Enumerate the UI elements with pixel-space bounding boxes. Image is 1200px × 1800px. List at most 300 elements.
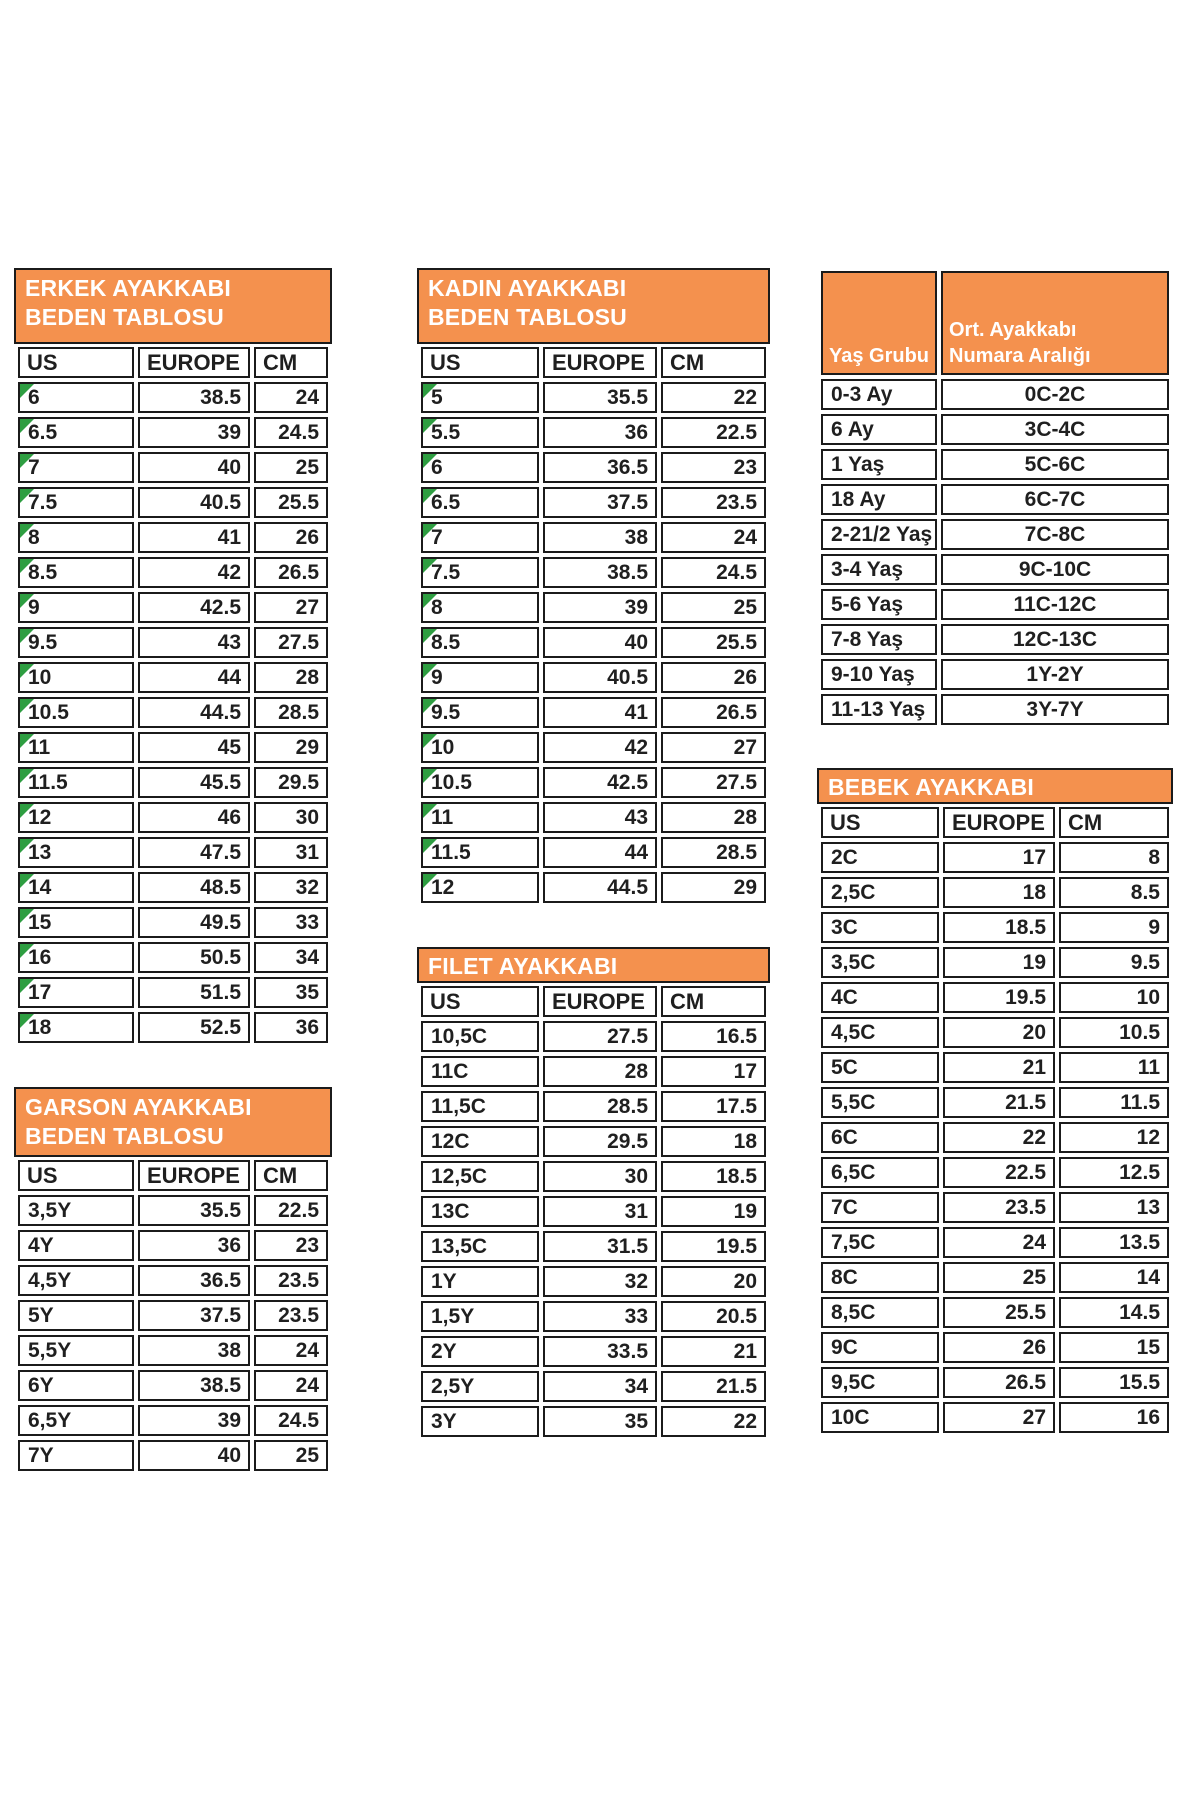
table-cell: 32	[254, 872, 328, 903]
table-cell: 40.5	[543, 662, 657, 693]
table-cell: 3C-4C	[941, 414, 1169, 445]
title-line: BEDEN TABLOSU	[25, 1123, 224, 1149]
table-cell: 49.5	[138, 907, 250, 938]
table-row	[18, 1370, 328, 1401]
table-cell: 27.5	[254, 627, 328, 658]
table-row	[421, 1301, 766, 1332]
table-cell: 24.5	[254, 1405, 328, 1436]
table-cell: 33	[543, 1301, 657, 1332]
title-line: ERKEK AYAKKABI	[25, 275, 232, 301]
table-cell: 22	[943, 1122, 1055, 1153]
table-cell: 35.5	[543, 382, 657, 413]
header-line: Numara Aralığı	[949, 345, 1091, 367]
table-cell: 21	[661, 1336, 766, 1367]
table-cell: 12	[1059, 1122, 1169, 1153]
table-row	[18, 942, 328, 973]
table-cell: 31.5	[543, 1231, 657, 1262]
table-row	[18, 732, 328, 763]
table-cell: 28.5	[543, 1091, 657, 1122]
table-cell: 5,5Y	[18, 1335, 134, 1366]
table-cell: 10C	[821, 1402, 939, 1433]
title-line: FILET AYAKKABI	[428, 953, 618, 979]
table-cell: 23	[661, 452, 766, 483]
column-header-row	[421, 347, 766, 378]
table-cell: 4C	[821, 982, 939, 1013]
column-header-europe: EUROPE	[943, 807, 1055, 838]
table-cell: 10	[1059, 982, 1169, 1013]
table-row	[18, 767, 328, 798]
table-cell: 23	[254, 1230, 328, 1261]
table-cell: 18 Ay	[821, 484, 937, 515]
table-cell: 22.5	[943, 1157, 1055, 1188]
table-cell: 31	[254, 837, 328, 868]
table-cell: 10.5	[421, 767, 539, 798]
column-header-cm: CM	[254, 1160, 328, 1191]
table-row	[821, 912, 1169, 943]
table-cell: 3-4 Yaş	[821, 554, 937, 585]
table-row	[18, 417, 328, 448]
table-cell: 18	[943, 877, 1055, 908]
table-cell: 25.5	[943, 1297, 1055, 1328]
table-cell: 15.5	[1059, 1367, 1169, 1398]
table-cell: 25	[943, 1262, 1055, 1293]
table-cell: 9	[1059, 912, 1169, 943]
table-cell: 16	[1059, 1402, 1169, 1433]
baby-size-grid	[817, 803, 1173, 1437]
table-cell: 41	[138, 522, 250, 553]
table-cell: 28	[661, 802, 766, 833]
womens-size-table	[417, 268, 770, 907]
table-cell: 39	[543, 592, 657, 623]
table-cell: 1,5Y	[421, 1301, 539, 1332]
column-header-row	[18, 1160, 328, 1191]
title-line: BEBEK AYAKKABI	[828, 774, 1035, 800]
table-cell: 26	[943, 1332, 1055, 1363]
table-row	[821, 947, 1169, 978]
table-cell: 8	[1059, 842, 1169, 873]
table-cell: 1 Yaş	[821, 449, 937, 480]
table-cell: 13	[18, 837, 134, 868]
table-row	[18, 907, 328, 938]
table-cell: 6C	[821, 1122, 939, 1153]
table-cell: 31	[543, 1196, 657, 1227]
table-cell: 27	[254, 592, 328, 623]
table-cell: 3Y-7Y	[941, 694, 1169, 725]
table-cell: 4,5C	[821, 1017, 939, 1048]
table-cell: 18.5	[943, 912, 1055, 943]
table-cell: 8C	[821, 1262, 939, 1293]
table-cell: 13.5	[1059, 1227, 1169, 1258]
filet-size-table	[417, 947, 770, 1441]
table-cell: 42.5	[543, 767, 657, 798]
table-cell: 8,5C	[821, 1297, 939, 1328]
youth-size-grid	[14, 1156, 332, 1475]
table-cell: 30	[543, 1161, 657, 1192]
table-cell: 32	[543, 1266, 657, 1297]
table-cell: 42	[543, 732, 657, 763]
column-header-cm: CM	[661, 986, 766, 1017]
table-row	[18, 802, 328, 833]
age-group-size-table	[817, 268, 1173, 729]
table-row	[18, 1265, 328, 1296]
table-cell: 26	[254, 522, 328, 553]
table-row	[821, 1192, 1169, 1223]
table-cell: 40	[138, 452, 250, 483]
table-cell: 25.5	[661, 627, 766, 658]
table-row	[821, 449, 1169, 480]
table-row	[421, 417, 766, 448]
table-cell: 14.5	[1059, 1297, 1169, 1328]
table-cell: 38.5	[138, 1370, 250, 1401]
table-cell: 11,5C	[421, 1091, 539, 1122]
table-row	[421, 592, 766, 623]
table-cell: 11C	[421, 1056, 539, 1087]
table-row	[18, 557, 328, 588]
table-cell: 44.5	[138, 697, 250, 728]
column-header-row	[821, 807, 1169, 838]
table-cell: 34	[254, 942, 328, 973]
table-cell: 12.5	[1059, 1157, 1169, 1188]
table-cell: 52.5	[138, 1012, 250, 1043]
table-row	[421, 382, 766, 413]
table-cell: 17.5	[661, 1091, 766, 1122]
table-row	[821, 659, 1169, 690]
table-row	[18, 627, 328, 658]
table-cell: 42	[138, 557, 250, 588]
table-row	[18, 1440, 328, 1471]
table-row	[18, 872, 328, 903]
table-cell: 9-10 Yaş	[821, 659, 937, 690]
table-cell: 9.5	[18, 627, 134, 658]
table-cell: 19	[943, 947, 1055, 978]
table-row	[421, 1196, 766, 1227]
table-cell: 35	[543, 1406, 657, 1437]
table-cell: 6.5	[421, 487, 539, 518]
table-row	[18, 452, 328, 483]
table-cell: 10	[421, 732, 539, 763]
table-cell: 43	[138, 627, 250, 658]
table-row	[821, 589, 1169, 620]
table-cell: 11.5	[18, 767, 134, 798]
column-header-row	[421, 986, 766, 1017]
table-cell: 19	[661, 1196, 766, 1227]
table-cell: 20	[943, 1017, 1055, 1048]
table-cell: 24	[661, 522, 766, 553]
table-row	[821, 1122, 1169, 1153]
table-row	[821, 1332, 1169, 1363]
womens-table-title	[417, 268, 770, 344]
table-cell: 2C	[821, 842, 939, 873]
filet-table-title	[417, 947, 770, 983]
table-cell: 45	[138, 732, 250, 763]
table-cell: 37.5	[543, 487, 657, 518]
table-row	[421, 1126, 766, 1157]
table-cell: 7C-8C	[941, 519, 1169, 550]
table-cell: 10.5	[1059, 1017, 1169, 1048]
table-row	[421, 1021, 766, 1052]
table-row	[18, 662, 328, 693]
table-row	[821, 694, 1169, 725]
table-row	[18, 592, 328, 623]
table-cell: 43	[543, 802, 657, 833]
table-cell: 5C	[821, 1052, 939, 1083]
column-header-europe: EUROPE	[138, 1160, 250, 1191]
table-row	[821, 1087, 1169, 1118]
table-cell: 25	[254, 452, 328, 483]
table-cell: 7C	[821, 1192, 939, 1223]
table-cell: 25	[254, 1440, 328, 1471]
table-row	[821, 982, 1169, 1013]
size-range-header	[941, 271, 1169, 375]
table-cell: 8.5	[18, 557, 134, 588]
table-row	[821, 1157, 1169, 1188]
table-cell: 11C-12C	[941, 589, 1169, 620]
table-cell: 8.5	[1059, 877, 1169, 908]
column-header-row	[821, 271, 1169, 375]
table-cell: 9	[18, 592, 134, 623]
table-cell: 23.5	[943, 1192, 1055, 1223]
table-cell: 11.5	[421, 837, 539, 868]
table-cell: 7Y	[18, 1440, 134, 1471]
table-cell: 3Y	[421, 1406, 539, 1437]
table-cell: 13	[1059, 1192, 1169, 1223]
table-cell: 24	[254, 1370, 328, 1401]
table-cell: 17	[18, 977, 134, 1008]
table-row	[421, 1371, 766, 1402]
table-cell: 13C	[421, 1196, 539, 1227]
table-cell: 20	[661, 1266, 766, 1297]
table-cell: 44	[543, 837, 657, 868]
column-header-cm: CM	[254, 347, 328, 378]
mens-table-title	[14, 268, 332, 344]
table-row	[18, 487, 328, 518]
youth-table-title	[14, 1087, 332, 1157]
table-cell: 9.5	[421, 697, 539, 728]
column-header-europe: EUROPE	[138, 347, 250, 378]
table-cell: 26.5	[254, 557, 328, 588]
table-row	[821, 414, 1169, 445]
table-cell: 26.5	[661, 697, 766, 728]
table-cell: 36.5	[138, 1265, 250, 1296]
table-cell: 40	[138, 1440, 250, 1471]
table-cell: 11	[1059, 1052, 1169, 1083]
table-row	[18, 837, 328, 868]
table-cell: 15	[1059, 1332, 1169, 1363]
table-cell: 40.5	[138, 487, 250, 518]
table-cell: 29	[254, 732, 328, 763]
table-cell: 36	[138, 1230, 250, 1261]
table-cell: 8	[18, 522, 134, 553]
table-cell: 14	[18, 872, 134, 903]
table-cell: 6	[18, 382, 134, 413]
table-cell: 47.5	[138, 837, 250, 868]
mens-size-table	[14, 268, 332, 1047]
table-cell: 5	[421, 382, 539, 413]
table-cell: 22	[661, 382, 766, 413]
table-row	[421, 837, 766, 868]
youth-size-table	[14, 1087, 332, 1475]
table-cell: 7	[18, 452, 134, 483]
title-line: BEDEN TABLOSU	[428, 304, 627, 330]
table-row	[421, 1056, 766, 1087]
mens-size-grid	[14, 343, 332, 1047]
table-cell: 0C-2C	[941, 379, 1169, 410]
table-cell: 29	[661, 872, 766, 903]
table-row	[421, 1161, 766, 1192]
table-cell: 48.5	[138, 872, 250, 903]
table-cell: 6.5	[18, 417, 134, 448]
table-cell: 39	[138, 1405, 250, 1436]
table-cell: 37.5	[138, 1300, 250, 1331]
table-cell: 6,5C	[821, 1157, 939, 1188]
table-cell: 24	[254, 382, 328, 413]
table-cell: 22.5	[661, 417, 766, 448]
table-cell: 22.5	[254, 1195, 328, 1226]
table-cell: 12,5C	[421, 1161, 539, 1192]
table-row	[421, 802, 766, 833]
table-cell: 23.5	[661, 487, 766, 518]
table-row	[821, 1402, 1169, 1433]
table-row	[821, 842, 1169, 873]
table-cell: 9,5C	[821, 1367, 939, 1398]
title-line: GARSON AYAKKABI	[25, 1094, 252, 1120]
table-row	[18, 1012, 328, 1043]
table-cell: 16.5	[661, 1021, 766, 1052]
table-cell: 5Y	[18, 1300, 134, 1331]
table-cell: 38	[138, 1335, 250, 1366]
table-row	[421, 452, 766, 483]
table-cell: 5.5	[421, 417, 539, 448]
table-cell: 33	[254, 907, 328, 938]
table-cell: 19.5	[661, 1231, 766, 1262]
table-row	[421, 487, 766, 518]
table-cell: 6 Ay	[821, 414, 937, 445]
table-cell: 10,5C	[421, 1021, 539, 1052]
table-cell: 17	[943, 842, 1055, 873]
table-cell: 11	[18, 732, 134, 763]
table-cell: 50.5	[138, 942, 250, 973]
table-cell: 25	[661, 592, 766, 623]
table-cell: 9C	[821, 1332, 939, 1363]
table-cell: 28	[543, 1056, 657, 1087]
table-row	[821, 1017, 1169, 1048]
table-row	[18, 1195, 328, 1226]
column-header-us: US	[18, 347, 134, 378]
table-cell: 2-21/2 Yaş	[821, 519, 937, 550]
column-header-europe: EUROPE	[543, 986, 657, 1017]
column-header-us: US	[421, 347, 539, 378]
table-cell: 34	[543, 1371, 657, 1402]
table-cell: 6,5Y	[18, 1405, 134, 1436]
table-cell: 2,5Y	[421, 1371, 539, 1402]
table-cell: 1Y-2Y	[941, 659, 1169, 690]
table-cell: 12C	[421, 1126, 539, 1157]
age-group-header: Yaş Grubu	[821, 271, 937, 375]
table-cell: 8.5	[421, 627, 539, 658]
table-row	[421, 662, 766, 693]
table-cell: 21	[943, 1052, 1055, 1083]
table-cell: 7.5	[18, 487, 134, 518]
table-cell: 27.5	[543, 1021, 657, 1052]
column-header-europe: EUROPE	[543, 347, 657, 378]
table-cell: 23.5	[254, 1265, 328, 1296]
table-cell: 29.5	[254, 767, 328, 798]
table-row	[821, 624, 1169, 655]
table-row	[18, 1230, 328, 1261]
table-cell: 38	[543, 522, 657, 553]
table-row	[421, 872, 766, 903]
table-row	[18, 522, 328, 553]
table-cell: 3,5Y	[18, 1195, 134, 1226]
table-cell: 11.5	[1059, 1087, 1169, 1118]
table-row	[18, 1335, 328, 1366]
table-cell: 26	[661, 662, 766, 693]
table-cell: 6	[421, 452, 539, 483]
table-cell: 33.5	[543, 1336, 657, 1367]
column-header-us: US	[421, 986, 539, 1017]
table-row	[18, 697, 328, 728]
table-cell: 36	[543, 417, 657, 448]
header-line: Ort. Ayakkabı	[949, 319, 1077, 341]
table-cell: 0-3 Ay	[821, 379, 937, 410]
table-row	[421, 557, 766, 588]
table-cell: 44	[138, 662, 250, 693]
table-cell: 3C	[821, 912, 939, 943]
table-cell: 36.5	[543, 452, 657, 483]
table-row	[821, 1052, 1169, 1083]
table-cell: 23.5	[254, 1300, 328, 1331]
table-cell: 9	[421, 662, 539, 693]
table-cell: 17	[661, 1056, 766, 1087]
table-cell: 6Y	[18, 1370, 134, 1401]
table-cell: 28.5	[661, 837, 766, 868]
table-row	[421, 767, 766, 798]
table-cell: 24	[943, 1227, 1055, 1258]
table-cell: 38.5	[138, 382, 250, 413]
table-cell: 27	[661, 732, 766, 763]
table-cell: 10.5	[18, 697, 134, 728]
table-cell: 13,5C	[421, 1231, 539, 1262]
table-cell: 7	[421, 522, 539, 553]
column-header-us: US	[821, 807, 939, 838]
column-header-us: US	[18, 1160, 134, 1191]
table-row	[821, 484, 1169, 515]
table-cell: 8	[421, 592, 539, 623]
table-cell: 24.5	[661, 557, 766, 588]
table-row	[821, 519, 1169, 550]
table-cell: 2Y	[421, 1336, 539, 1367]
table-cell: 9C-10C	[941, 554, 1169, 585]
table-cell: 5C-6C	[941, 449, 1169, 480]
table-cell: 12	[421, 872, 539, 903]
table-row	[421, 522, 766, 553]
table-cell: 26.5	[943, 1367, 1055, 1398]
table-cell: 27	[943, 1402, 1055, 1433]
table-cell: 7.5	[421, 557, 539, 588]
table-cell: 15	[18, 907, 134, 938]
table-cell: 18	[18, 1012, 134, 1043]
table-cell: 1Y	[421, 1266, 539, 1297]
table-cell: 35.5	[138, 1195, 250, 1226]
table-cell: 29.5	[543, 1126, 657, 1157]
table-row	[421, 1231, 766, 1262]
table-cell: 45.5	[138, 767, 250, 798]
table-cell: 24.5	[254, 417, 328, 448]
table-cell: 21.5	[661, 1371, 766, 1402]
table-row	[421, 627, 766, 658]
table-cell: 46	[138, 802, 250, 833]
table-row	[18, 977, 328, 1008]
